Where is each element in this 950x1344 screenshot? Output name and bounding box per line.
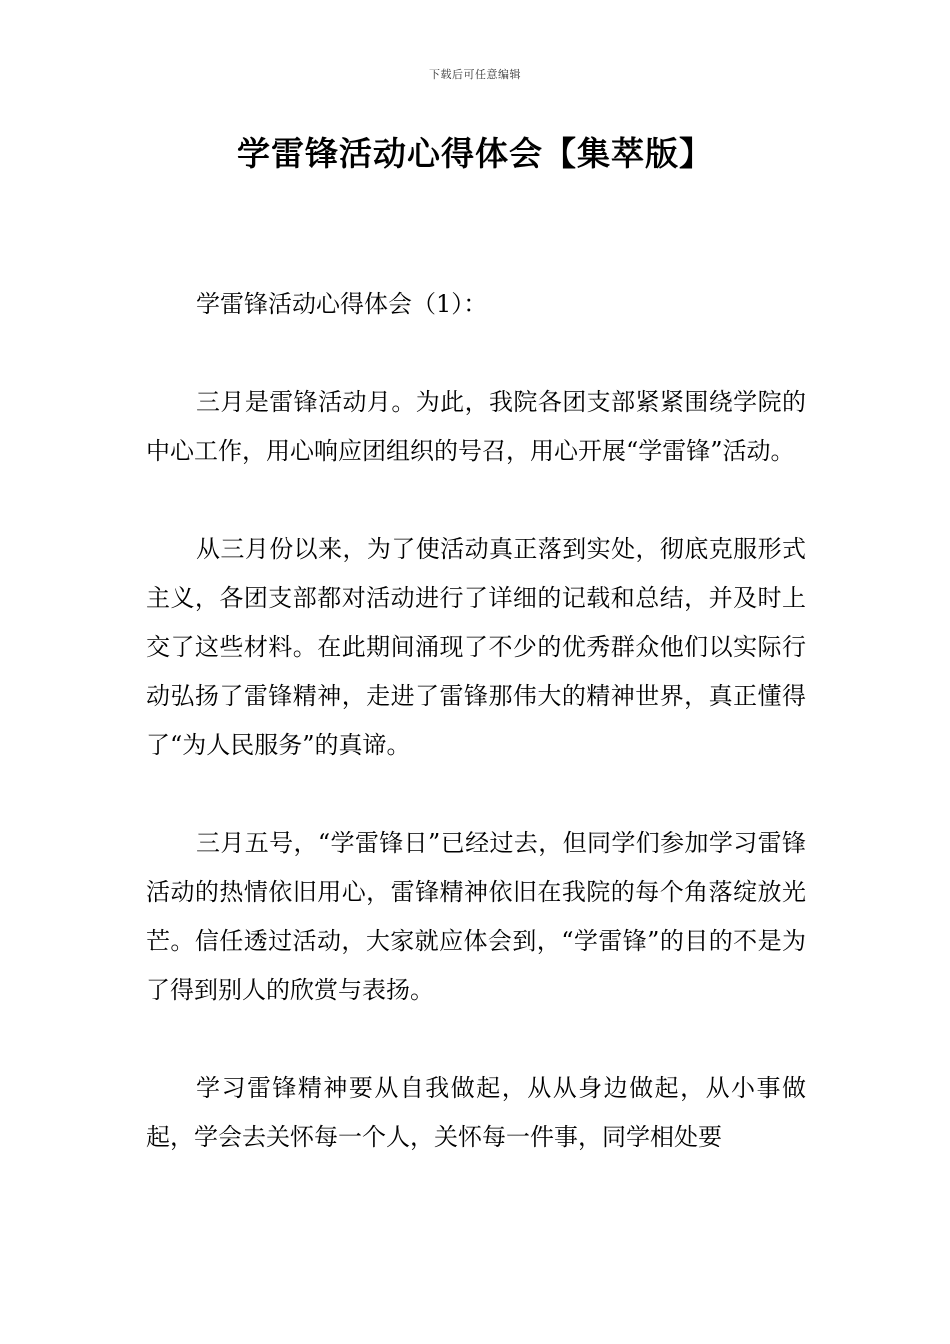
paragraph: 三月五号，“学雷锋日”已经过去，但同学们参加学习雷锋活动的热情依旧用心，雷锋精神依旧在我院的每个角落绽放光芒。信任透过活动，大家就应体会到，“学雷锋”的目的不是为了得到别人的欣赏与表扬。	[146, 829, 806, 1004]
document-body	[146, 280, 806, 1211]
section-heading: 学雷锋活动心得体会（1）：	[196, 290, 488, 318]
paragraph: 从三月份以来，为了使活动真正落到实处，彻底克服形式主义，各团支部都对活动进行了详细的记载和总结，并及时上交了这些材料。在此期间涌现了不少的优秀群众他们以实际行动弘扬了雷锋精神，走进了雷锋那伟大的精神世界，真正懂得了“为人民服务”的真谛。	[146, 535, 806, 759]
paragraph: 学习雷锋精神要从自我做起，从从身边做起，从小事做起，学会去关怀每一个人，关怀每一件事，同学相处要	[146, 1074, 806, 1151]
paragraph: 三月是雷锋活动月。为此，我院各团支部紧紧围绕学院的中心工作，用心响应团组织的号召，用心开展“学雷锋”活动。	[146, 388, 806, 465]
header-note: 下载后可任意编辑	[429, 68, 521, 81]
document-title: 学雷锋活动心得体会【集萃版】	[237, 134, 713, 173]
